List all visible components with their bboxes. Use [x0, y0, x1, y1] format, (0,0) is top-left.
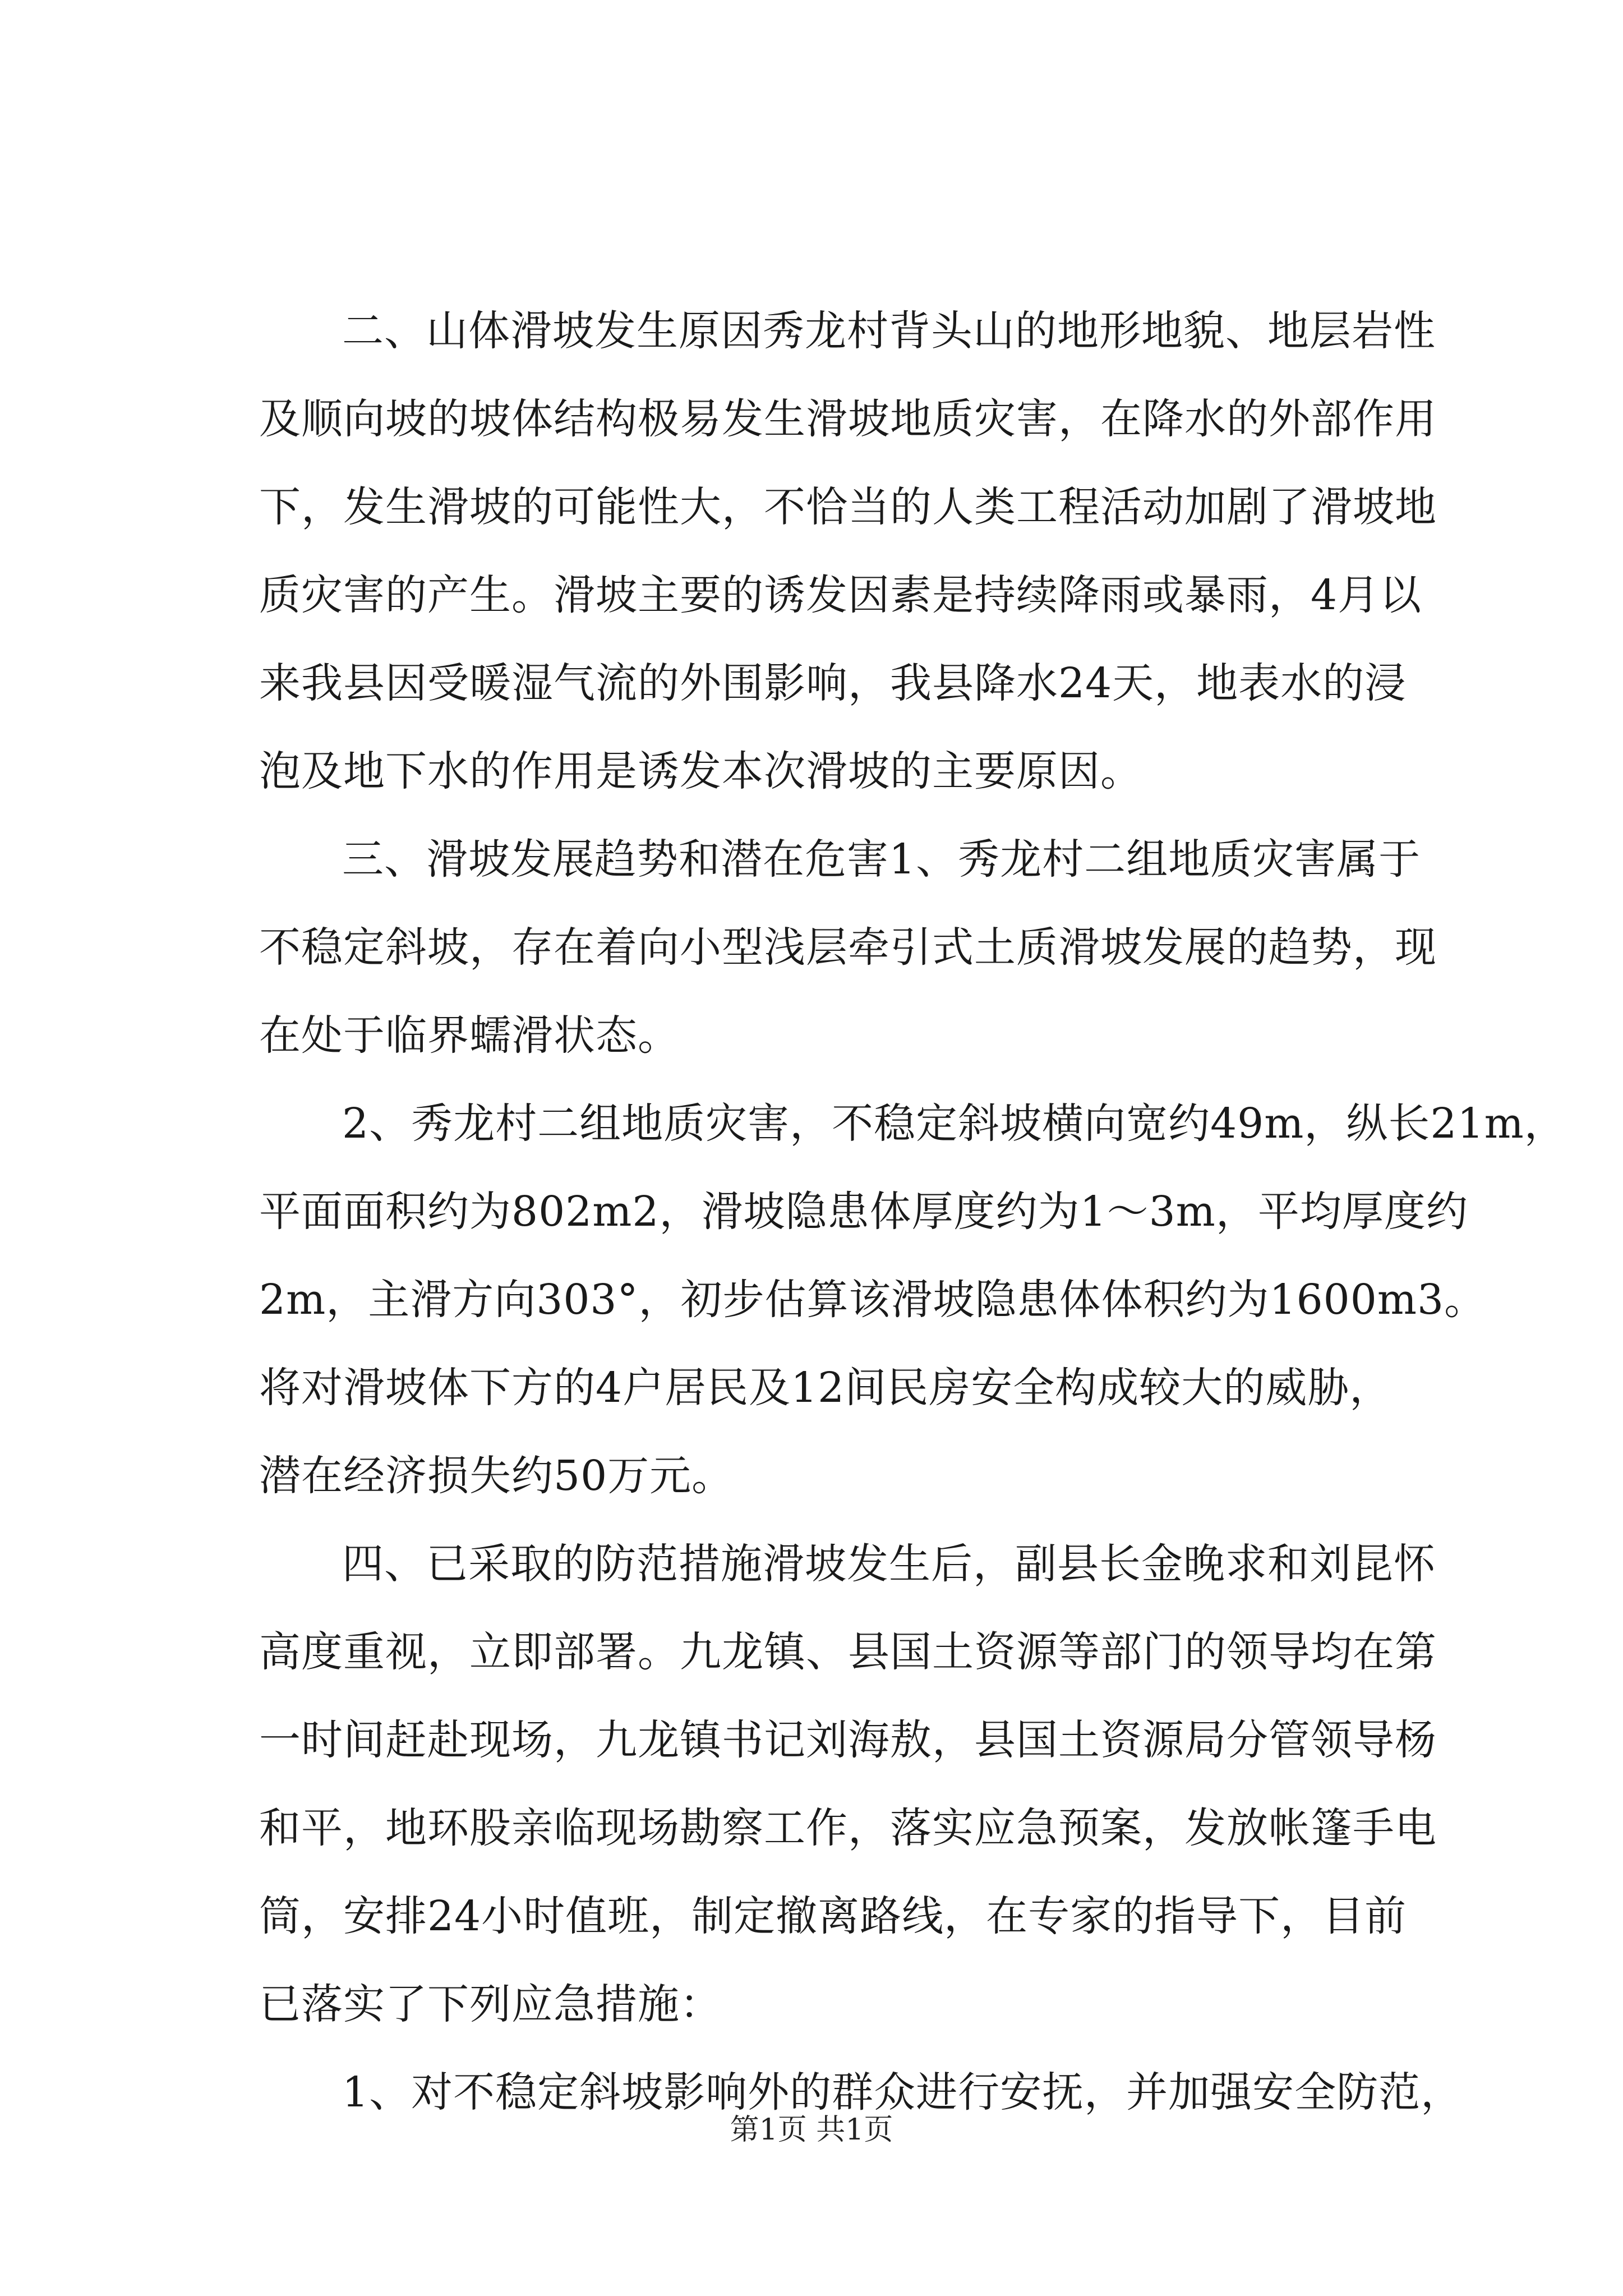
text-line: 2m，主滑方向303°，初步估算该滑坡隐患体体积约为1600m3。	[259, 1276, 1487, 1324]
text-line: 1、对不稳定斜坡影响外的群众进行安抚，并加强安全防范，	[342, 2068, 1463, 2116]
text-line: 潜在经济损失约50万元。	[259, 1452, 734, 1500]
text-line: 将对滑坡体下方的4户居民及12间民房安全构成较大的威胁，	[259, 1364, 1392, 1412]
text-line: 和平，地环股亲临现场勘察工作，落实应急预案，发放帐篷手电	[259, 1804, 1437, 1852]
text-line: 筒，安排24小时值班，制定撤离路线，在专家的指导下，目前	[259, 1892, 1407, 1940]
text-line: 及顺向坡的坡体结构极易发生滑坡地质灾害，在降水的外部作用	[259, 395, 1437, 443]
page-footer	[0, 2110, 1623, 2150]
text-line: 四、已采取的防范措施滑坡发生后，副县长金晚求和刘昆怀	[342, 1540, 1436, 1588]
text-line: 一时间赶赴现场，九龙镇书记刘海敖，县国土资源局分管领导杨	[259, 1716, 1437, 1764]
text-line: 不稳定斜坡，存在着向小型浅层牵引式土质滑坡发展的趋势，现	[259, 923, 1437, 972]
text-line: 已落实了下列应急措施：	[259, 1980, 722, 2028]
text-line: 泡及地下水的作用是诱发本次滑坡的主要原因。	[259, 747, 1142, 795]
text-line: 高度重视，立即部署。九龙镇、县国土资源等部门的领导均在第	[259, 1628, 1437, 1676]
text-line: 来我县因受暖湿气流的外围影响，我县降水24天，地表水的浸	[259, 659, 1407, 707]
page-number-label: 第1页 共1页	[730, 2113, 893, 2147]
text-line: 三、滑坡发展趋势和潜在危害1、秀龙村二组地质灾害属于	[342, 835, 1421, 884]
text-line: 二、山体滑坡发生原因秀龙村背头山的地形地貌、地层岩性	[342, 307, 1436, 355]
text-line: 质灾害的产生。滑坡主要的诱发因素是持续降雨或暴雨，4月以	[259, 571, 1422, 619]
text-line: 在处于临界蠕滑状态。	[259, 1011, 680, 1060]
text-line: 平面面积约为802m2，滑坡隐患体厚度约为1～3m，平均厚度约	[259, 1188, 1468, 1236]
document-body	[259, 287, 1566, 2137]
text-line: 2、秀龙村二组地质灾害，不稳定斜坡横向宽约49m，纵长21m，	[342, 1099, 1566, 1148]
text-line: 下，发生滑坡的可能性大，不恰当的人类工程活动加剧了滑坡地	[259, 483, 1437, 531]
